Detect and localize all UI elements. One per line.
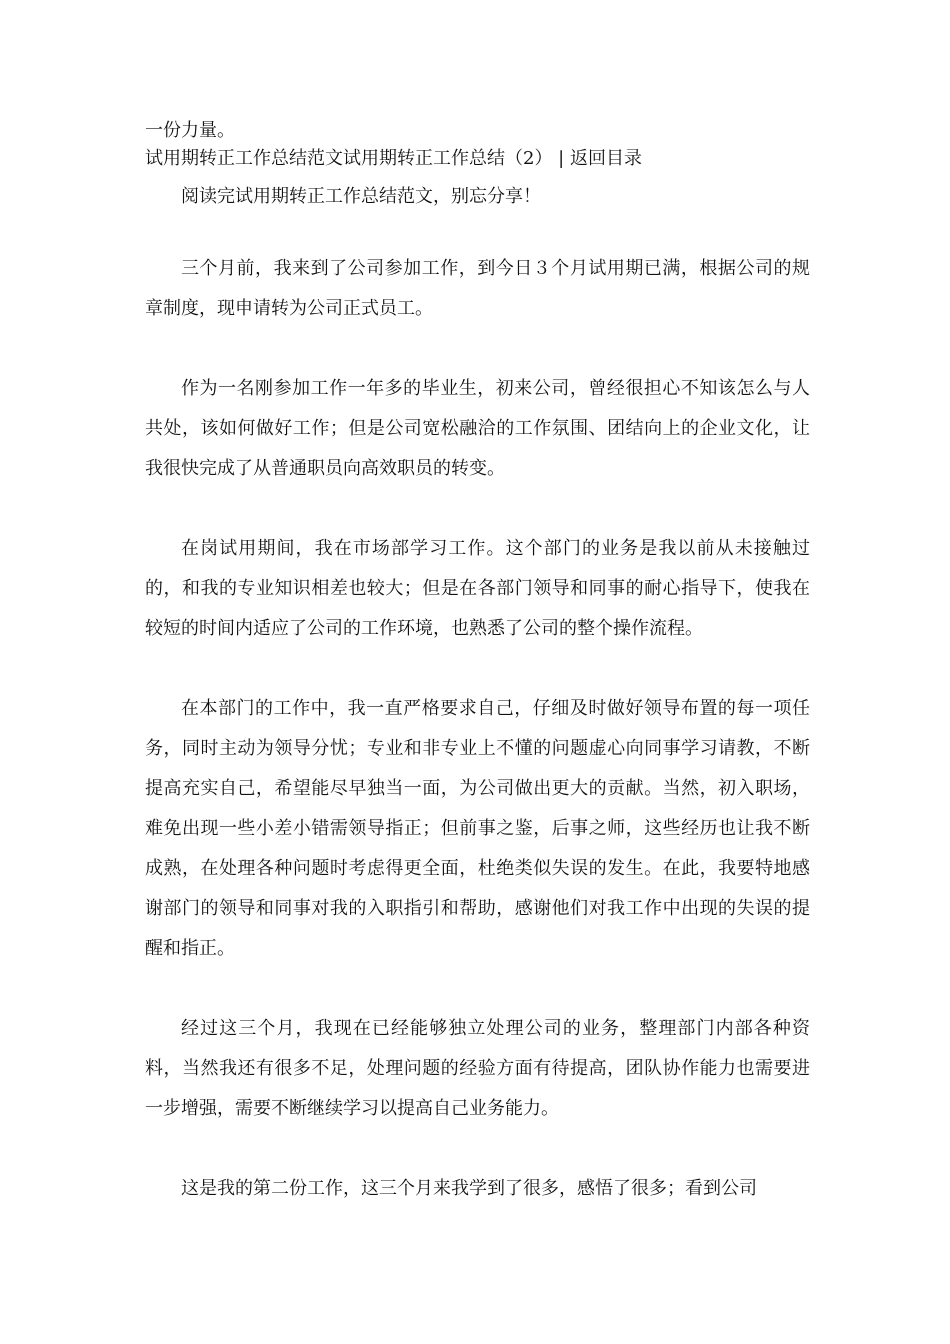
- top-fragment: 一份力量。: [145, 120, 235, 141]
- paragraph-gap: [145, 1129, 810, 1169]
- paragraph-1: 三个月前，我来到了公司参加工作，到今日３个月试用期已满，根据公司的规章制度，现申请转为公司正式员工。: [145, 258, 810, 319]
- paragraph-3: 在岗试用期间，我在市场部学习工作。这个部门的业务是我以前从未接触过的，和我的专业知识相差也较大；但是在各部门领导和同事的耐心指导下，使我在较短的时间内适应了公司的工作环境，也熟悉了公司的整个操作流程。: [145, 538, 810, 639]
- paragraph-gap: [145, 489, 810, 529]
- paragraph-6: 这是我的第二份工作，这三个月来我学到了很多，感悟了很多；看到公司: [181, 1178, 757, 1199]
- intro-line: 阅读完试用期转正工作总结范文，别忘分享！: [181, 186, 541, 207]
- paragraph-4: 在本部门的工作中，我一直严格要求自己，仔细及时做好领导布置的每一项任务，同时主动为领导分忧；专业和非专业上不懂的问题虚心向同事学习请教，不断提高充实自己，希望能尽早独当一面，为公司做出更大的贡献。当然，初入职场，难免出现一些小差小错需领导指正；但前事之鉴，后事之师，这些经历也让我不断成熟，在处理各种问题时考虑得更全面，杜绝类似失误的发生。在此，我要特地感谢部门的领导和同事对我的入职指引和帮助，感谢他们对我工作中出现的失误的提醒和指正。: [145, 698, 810, 959]
- paragraph-2: 作为一名刚参加工作一年多的毕业生，初来公司，曾经很担心不知该怎么与人共处，该如何做好工作；但是公司宽松融洽的工作氛围、团结向上的企业文化，让我很快完成了从普通职员向高效职员的转变。: [145, 378, 810, 479]
- paragraph-gap: [145, 649, 810, 689]
- paragraph-gap: [145, 329, 810, 369]
- section-heading-link[interactable]: 试用期转正工作总结范文试用期转正工作总结（2） | 返回目录: [145, 148, 642, 169]
- document-body: [145, 117, 810, 1209]
- paragraph-gap: [145, 969, 810, 1009]
- paragraph-5: 经过这三个月，我现在已经能够独立处理公司的业务，整理部门内部各种资料，当然我还有很多不足，处理问题的经验方面有待提高，团队协作能力也需要进一步增强，需要不断继续学习以提高自己业务能力。: [145, 1018, 810, 1119]
